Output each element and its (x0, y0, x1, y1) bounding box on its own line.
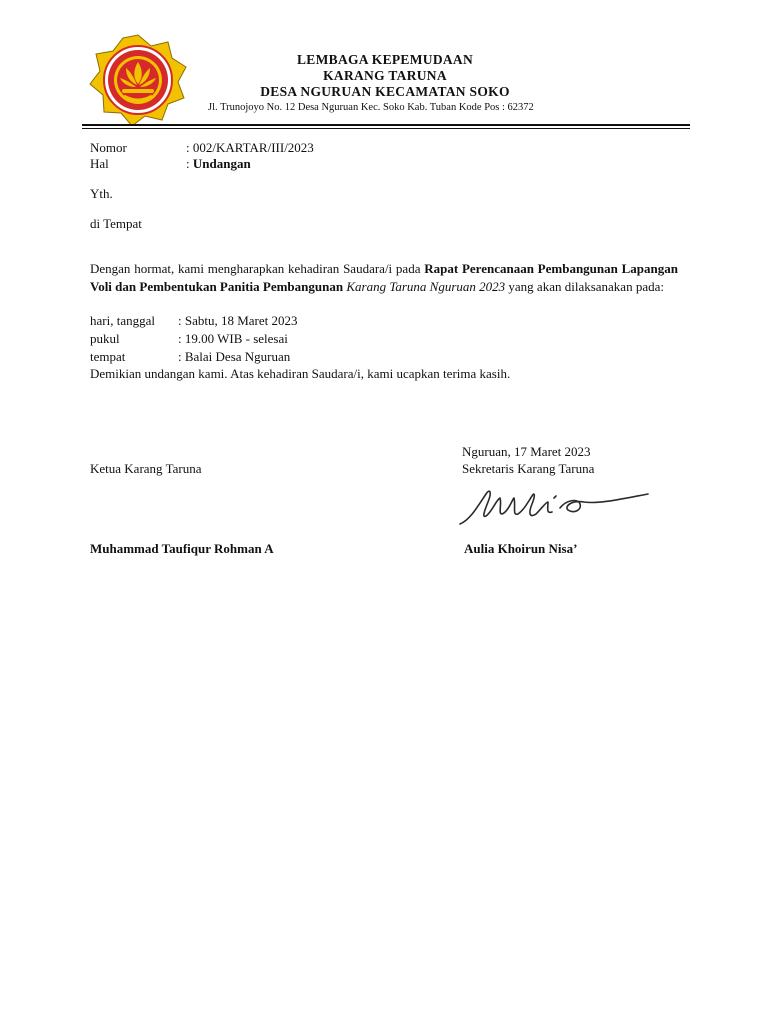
karang-taruna-logo (88, 34, 188, 126)
recipient-place: di Tempat (90, 216, 142, 231)
left-signer-name: Muhammad Taufiqur Rohman A (90, 541, 274, 556)
hal-label: Hal (90, 156, 109, 171)
letterhead-rule-thick (82, 124, 690, 126)
recipient-yth: Yth. (90, 186, 113, 201)
schedule-value-place: : Balai Desa Nguruan (178, 349, 291, 364)
hal-colon: : (186, 156, 193, 171)
hal-value-row (186, 156, 251, 172)
body-org: Karang Taruna Nguruan 2023 (346, 279, 506, 294)
letterhead-line-3: DESA NGURUAN KECAMATAN SOKO (260, 84, 510, 99)
place-date: Nguruan, 17 Maret 2023 (462, 444, 591, 459)
hal-value: Undangan (192, 156, 251, 171)
letterhead-line-2: KARANG TARUNA (323, 68, 447, 83)
right-signer-name: Aulia Khoirun Nisa’ (464, 541, 578, 556)
body-tail: yang akan dilaksanakan pada: (505, 279, 664, 294)
body-intro: Dengan hormat, kami mengharapkan kehadiran Saudara/i pada (90, 261, 425, 276)
schedule-value-date: : Sabtu, 18 Maret 2023 (178, 313, 298, 328)
nomor-value: : 002/KARTAR/III/2023 (186, 140, 314, 155)
schedule-label-place: tempat (90, 349, 126, 364)
handwritten-signature (456, 480, 656, 532)
letterhead-rule-thin (82, 128, 690, 129)
schedule-value-time: : 19.00 WIB - selesai (178, 331, 288, 346)
right-signer-title: Sekretaris Karang Taruna (462, 461, 595, 476)
body-paragraph (90, 260, 678, 296)
letterhead (200, 52, 570, 115)
body-event: Rapat Perencanaan Pembangunan Lapangan Voli dan Pembentukan Panitia Pembangunan (90, 261, 678, 294)
closing-sentence: Demikian undangan kami. Atas kehadiran Saudara/i, kami ucapkan terima kasih. (90, 366, 511, 381)
letterhead-address: Jl. Trunojoyo No. 12 Desa Nguruan Kec. Soko Kab. Tuban Kode Pos : 62372 (208, 102, 534, 113)
schedule-label-time: pukul (90, 331, 120, 346)
schedule-label-date: hari, tanggal (90, 313, 155, 328)
nomor-label: Nomor (90, 140, 127, 155)
letterhead-line-1: LEMBAGA KEPEMUDAAN (296, 52, 474, 67)
left-signer-title: Ketua Karang Taruna (90, 461, 202, 476)
